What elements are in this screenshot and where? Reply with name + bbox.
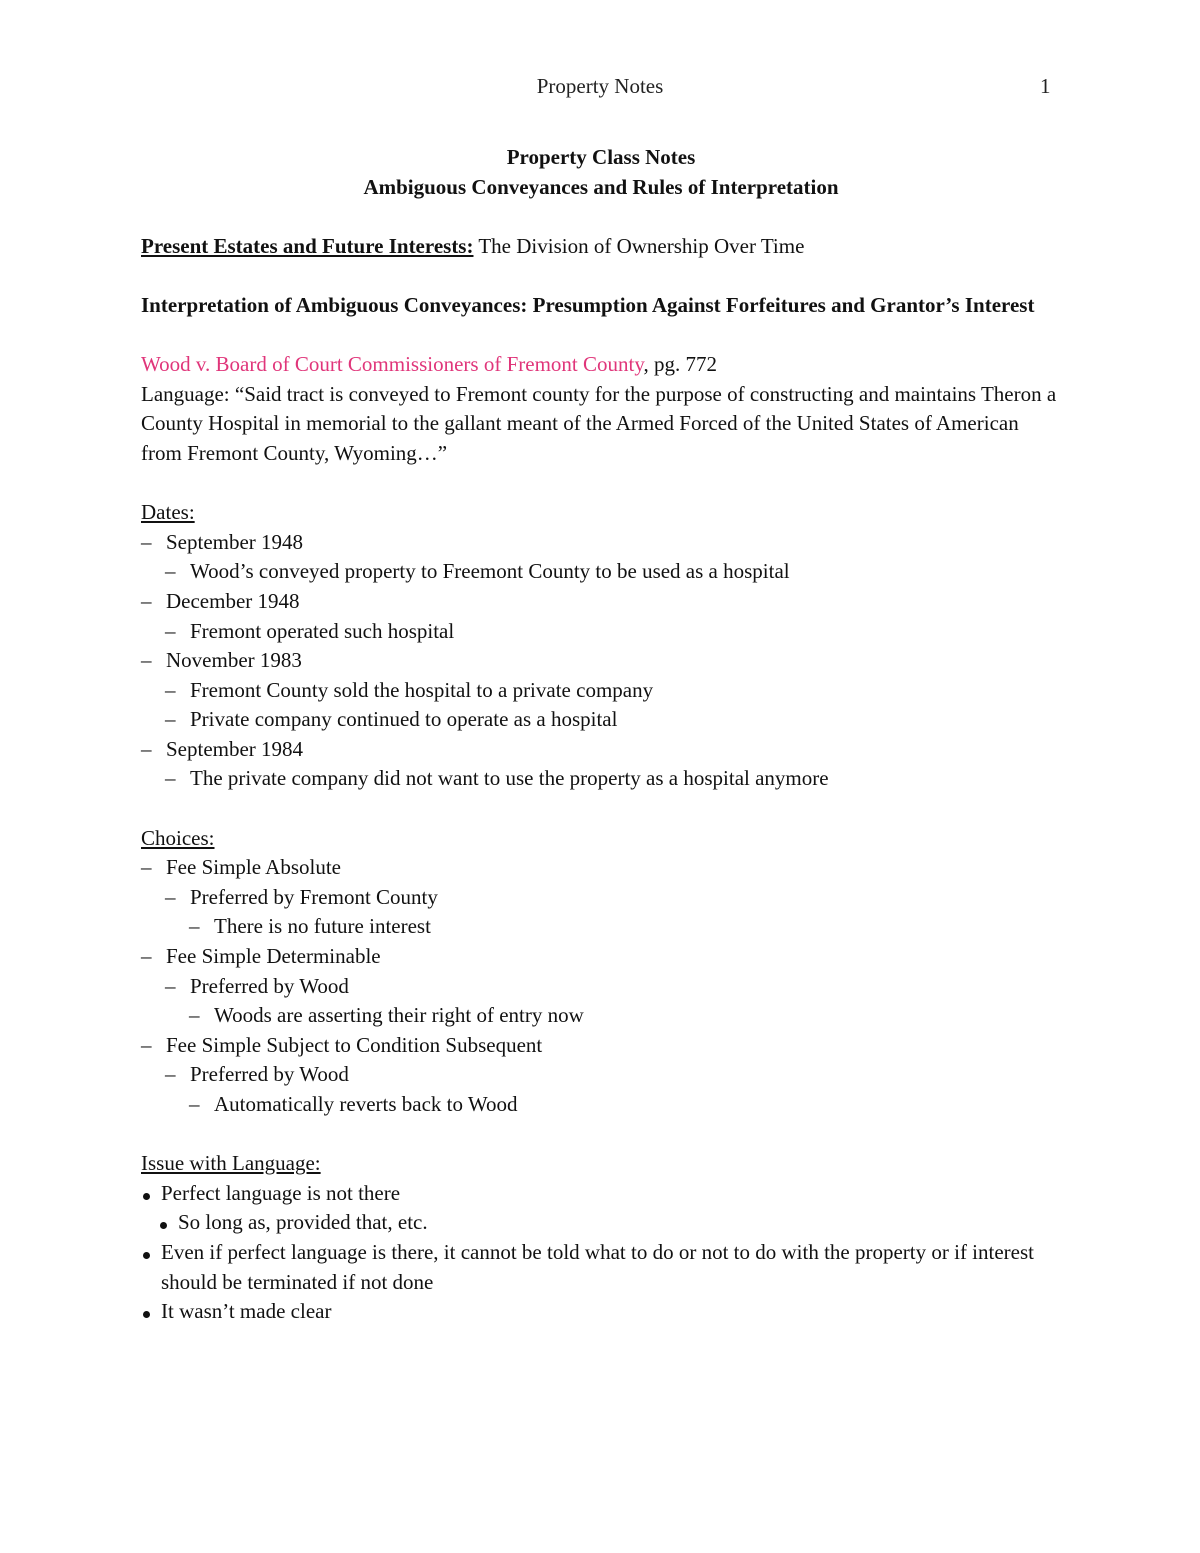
list-item-text: Private company continued to operate as a hospital xyxy=(190,707,618,732)
dates-label: Dates: xyxy=(141,500,195,525)
list-item-text: December 1948 xyxy=(166,588,300,613)
dash-marker: – xyxy=(141,736,152,761)
dash-marker: – xyxy=(189,1092,200,1116)
list-item xyxy=(141,1297,1061,1327)
dash-marker: – xyxy=(165,707,176,732)
case-name-link[interactable]: Wood v. Board of Court Commissioners of Fremont County xyxy=(141,352,644,377)
dash-marker: – xyxy=(165,766,176,791)
list-item xyxy=(141,1090,1061,1120)
list-item-text: Preferred by Wood xyxy=(190,1062,349,1087)
dates-list xyxy=(141,528,1061,794)
list-item xyxy=(141,587,1061,617)
list-item xyxy=(141,705,1061,735)
list-item xyxy=(141,972,1061,1002)
list-item xyxy=(141,1001,1061,1031)
list-item-text: Automatically reverts back to Wood xyxy=(214,1092,518,1116)
dash-marker: – xyxy=(141,855,152,880)
list-item xyxy=(141,735,1061,765)
list-item-text: There is no future interest xyxy=(214,914,431,939)
dash-marker: – xyxy=(141,944,152,969)
list-item xyxy=(141,557,1061,587)
dash-marker: – xyxy=(141,529,152,554)
case-citation xyxy=(141,350,1061,380)
list-item xyxy=(141,1031,1061,1061)
list-item xyxy=(141,617,1061,647)
dash-marker: – xyxy=(141,588,152,613)
document-body xyxy=(141,143,1061,1327)
list-item-text: Woods are asserting their right of entry now xyxy=(214,1003,584,1028)
document-subtitle: Ambiguous Conveyances and Rules of Interpretation xyxy=(363,174,839,199)
list-item-text: It wasn’t made clear xyxy=(161,1299,332,1324)
list-item xyxy=(141,1208,1061,1238)
dash-marker: – xyxy=(141,1032,152,1057)
issue-label: Issue with Language: xyxy=(141,1151,321,1176)
list-item xyxy=(141,912,1061,942)
list-item-text: Fee Simple Absolute xyxy=(166,855,341,880)
list-item-text: Even if perfect language is there, it cannot be told what to do or not to do with the property or if interest should be terminated if not done xyxy=(161,1239,1034,1294)
running-header: Property Notes xyxy=(536,74,664,98)
dash-marker: – xyxy=(165,884,176,909)
list-item-text: Preferred by Wood xyxy=(190,973,349,998)
list-item-text: Fremont County sold the hospital to a private company xyxy=(190,677,654,702)
issue-list xyxy=(141,1179,1061,1327)
list-item xyxy=(141,1179,1061,1209)
list-item-text: Fee Simple Subject to Condition Subsequent xyxy=(166,1032,543,1057)
list-item-text: September 1984 xyxy=(166,736,304,761)
dash-marker: – xyxy=(165,559,176,584)
section-text: The Division of Ownership Over Time xyxy=(473,233,805,258)
list-item xyxy=(141,528,1061,558)
list-item xyxy=(141,883,1061,913)
dash-marker: – xyxy=(165,618,176,643)
dash-marker: – xyxy=(189,1003,200,1028)
dash-marker: – xyxy=(141,648,152,673)
list-item xyxy=(141,942,1061,972)
list-item xyxy=(141,764,1061,794)
bullet-icon xyxy=(143,1297,150,1327)
dash-marker: – xyxy=(165,677,176,702)
section-present-estates xyxy=(141,232,1061,262)
list-item xyxy=(141,853,1061,883)
dash-marker: – xyxy=(165,973,176,998)
list-item-text: Preferred by Fremont County xyxy=(190,884,438,909)
list-item xyxy=(141,1060,1061,1090)
list-item-text: September 1948 xyxy=(166,529,304,554)
list-item-text: So long as, provided that, etc. xyxy=(178,1210,428,1235)
list-item-text: Fremont operated such hospital xyxy=(190,618,455,643)
bullet-icon xyxy=(143,1238,150,1268)
dash-marker: – xyxy=(189,914,200,939)
bullet-icon xyxy=(143,1179,150,1209)
list-item xyxy=(141,1238,1061,1297)
document-title: Property Class Notes xyxy=(506,145,696,169)
choices-list xyxy=(141,853,1061,1119)
list-item-text: The private company did not want to use the property as a hospital anymore xyxy=(190,766,829,791)
list-item xyxy=(141,646,1061,676)
list-item-text: Wood’s conveyed property to Freemont County to be used as a hospital xyxy=(190,559,790,584)
bullet-icon xyxy=(160,1208,167,1238)
list-item-text: November 1983 xyxy=(166,648,302,673)
choices-label: Choices: xyxy=(141,825,215,850)
dash-marker: – xyxy=(165,1062,176,1087)
section-heading: Present Estates and Future Interests: xyxy=(141,233,474,258)
section-interpretation-heading: Interpretation of Ambiguous Conveyances: Presumption Against Forfeitures and Grantor’s Interest xyxy=(141,292,1035,317)
case-page: , pg. 772 xyxy=(643,352,717,377)
case-language: Language: “Said tract is conveyed to Fremont county for the purpose of constructing and maintains Theron a County Hospital in memorial to the gallant meant of the Armed Forced of the United States of American from Fremont County, Wyoming…” xyxy=(141,381,1057,465)
list-item xyxy=(141,676,1061,706)
list-item-text: Fee Simple Determinable xyxy=(166,944,381,969)
page-number: 1 xyxy=(1040,74,1051,98)
list-item-text: Perfect language is not there xyxy=(161,1180,401,1205)
